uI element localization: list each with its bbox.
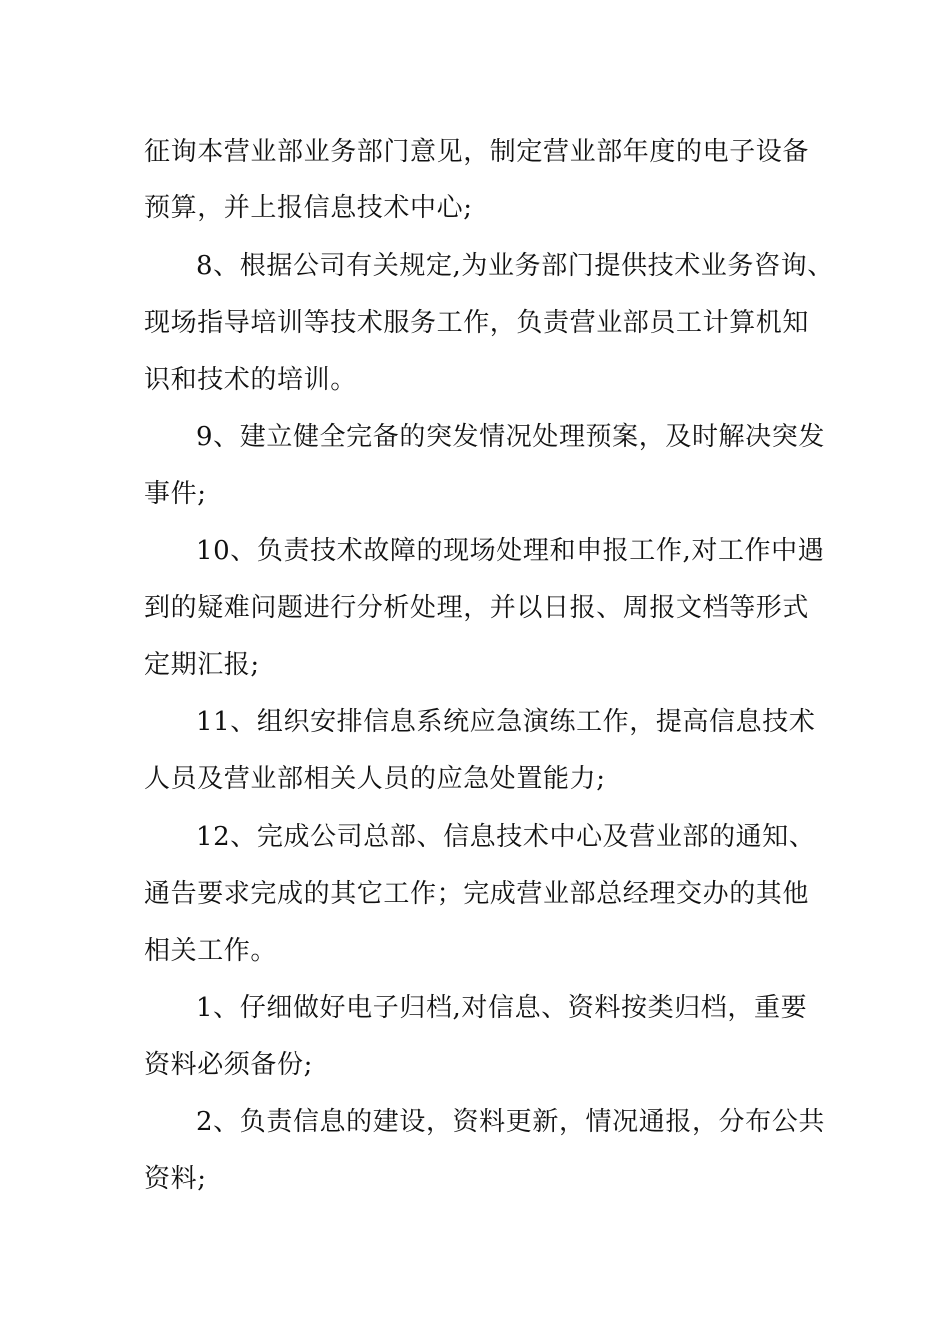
text-line: 8、根据公司有关规定,为业务部门提供技术业务咨询、	[196, 251, 834, 281]
text-line: 资料;	[144, 1164, 207, 1194]
text-line: 人员及营业部相关人员的应急处置能力;	[144, 764, 606, 794]
text-line: 事件;	[144, 479, 207, 509]
text-line: 征询本营业部业务部门意见，制定营业部年度的电子设备	[144, 137, 810, 167]
text-line: 预算，并上报信息技术中心;	[144, 193, 473, 223]
text-line: 资料必须备份;	[144, 1050, 313, 1080]
text-line: 相关工作。	[144, 936, 278, 966]
text-line: 识和技术的培训。	[144, 365, 357, 395]
text-line: 12、完成公司总部、信息技术中心及营业部的通知、	[196, 822, 816, 852]
text-line: 现场指导培训等技术服务工作，负责营业部员工计算机知	[144, 308, 810, 338]
text-line: 通告要求完成的其它工作；完成营业部总经理交办的其他	[144, 879, 810, 909]
text-line: 10、负责技术故障的现场处理和申报工作,对工作中遇	[196, 536, 825, 566]
text-line: 9、建立健全完备的突发情况处理预案，及时解决突发	[196, 422, 825, 452]
text-line: 定期汇报;	[144, 650, 260, 680]
text-line: 1、仔细做好电子归档,对信息、资料按类归档，重要	[196, 993, 808, 1023]
text-line: 11、组织安排信息系统应急演练工作，提高信息技术	[196, 707, 816, 737]
text-line: 到的疑难问题进行分析处理，并以日报、周报文档等形式	[144, 593, 810, 623]
text-line: 2、负责信息的建设，资料更新，情况通报，分布公共	[196, 1107, 825, 1137]
